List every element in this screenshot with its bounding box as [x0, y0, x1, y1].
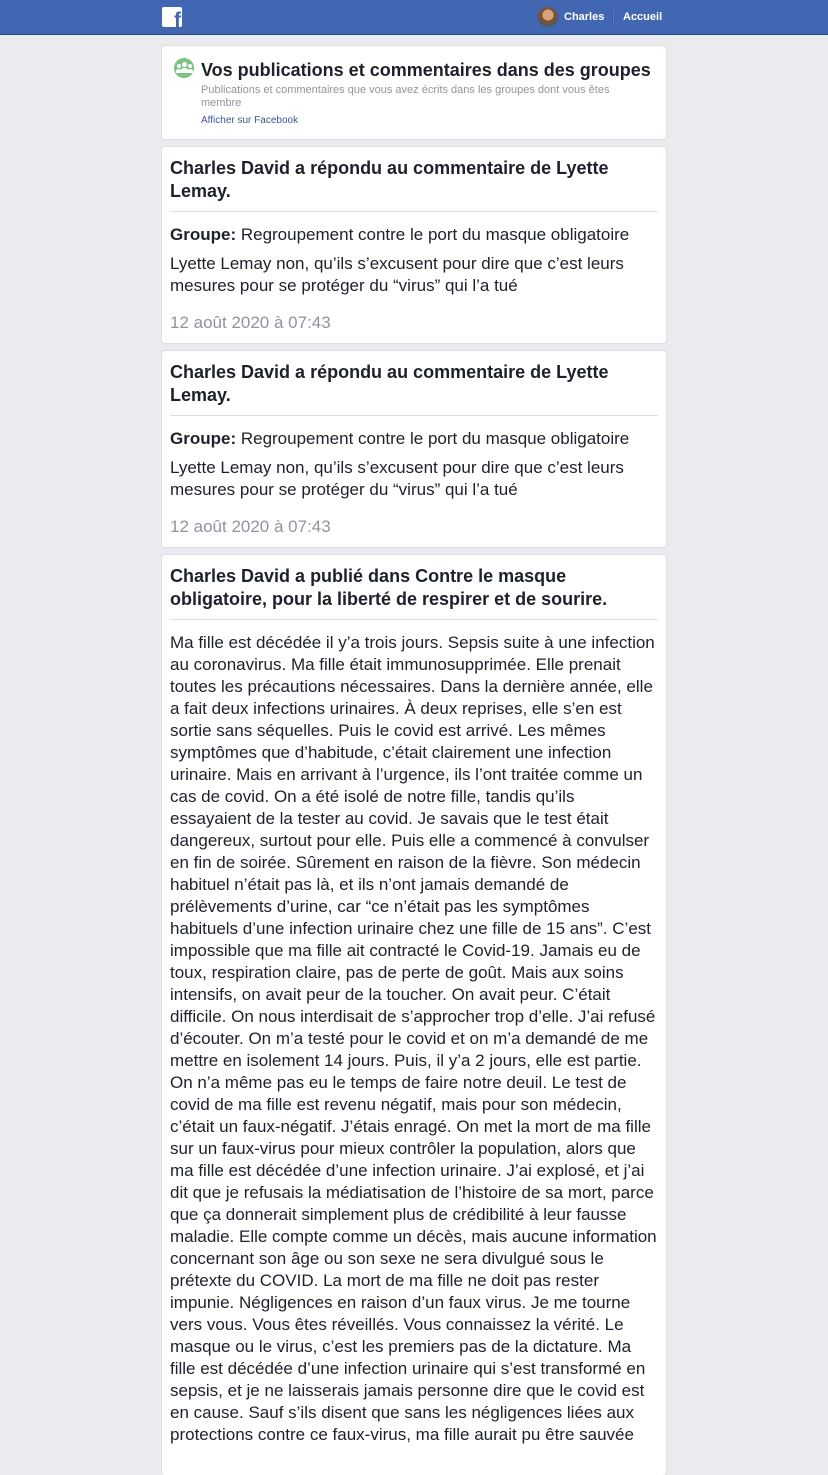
divider [170, 211, 658, 212]
activity-title: Charles David a répondu au commentaire de Lyette Lemay. [170, 158, 609, 201]
group-line [170, 428, 658, 450]
group-name: Regroupement contre le port du masque obligatoire [236, 225, 630, 244]
facebook-logo-letter: f [174, 9, 181, 27]
group-label: Groupe: [170, 225, 237, 244]
timestamp: 12 août 2020 à 07:43 [170, 517, 331, 536]
comment-text: Lyette Lemay non, qu’ils s’excusent pour dire que c’est leurs mesures pour se protéger du “virus” qui l’a tué [170, 458, 624, 499]
view-on-facebook-link[interactable]: Afficher sur Facebook [201, 115, 299, 126]
profile-name: Charles [564, 11, 605, 23]
group-name: Regroupement contre le port du masque obligatoire [236, 429, 630, 448]
activity-item [162, 555, 666, 1475]
facebook-logo-icon[interactable] [162, 7, 182, 27]
activity-header-card [162, 46, 666, 139]
activity-title: Charles David a publié dans Contre le masque obligatoire, pour la liberté de respirer et de sourire. [170, 566, 608, 609]
profile-link[interactable] [538, 6, 604, 28]
activity-item [162, 351, 666, 547]
groups-icon [174, 58, 194, 78]
post-text: Ma fille est décédée il y’a trois jours. Sepsis suite à une infection au coronavirus. Ma fille était immunosupprimée. Elle prenait toutes les précautions nécessaires. Dans la dernière année, elle a fait deux infections urinaires. À deux reprises, elle s’en est sortie sans séquelles. Puis le covid est arrivé. Les mêmes symptômes que d’habitude, c’était clairement une infection urinaire. Mais en arrivant à l’urgence, ils l’ont traitée comme un cas de covid. On a été isolé de notre fille, tandis qu’ils essayaient de la tester au covid. Je savais que le test était dangereux, surtout pour elle. Puis elle a commencé à convulser en fin de soirée. Sûrement en raison de la fièvre. Son médecin habituel n’était pas là, et ils n’ont jamais demandé de prélèvements d’urine, car “ce n’était pas les symptômes habituels d’une infection urinaire chez une fille de 15 ans”. C’est impossible que ma fille ait contracté le Covid-19. Jamais eu de toux, respiration claire, pas de perte de goût. Mais aux soins intensifs, on avait peur de la toucher. On avait peur. C’était difficile. On nous interdisait de s’approcher trop d’elle. J’ai refusé d’écouter. On m’a testé pour le covid et on m’a demandé de me mettre en isolement 14 jours. Puis, il y’a 2 jours, elle est partie. On n’a même pas eu le temps de faire notre deuil. Le test de covid de ma fille est revenu négatif, mais pour son médecin, c’était un faux-négatif. J’étais enragé. On met la mort de ma fille sur un faux-virus pour mieux contrôler la population, alors que ma fille est décédée d’une infection urinaire. J’ai explosé, et j’ai dit que je refusais la médiatisation de l’histoire de sa mort, parce que ça donnerait simplement plus de crédibilité à leur fausse maladie. Elle compte comme un décès, mais aucune information concernant son âge ou son sexe ne sera divulgué sous le prétexte du COVID. La mort de ma fille ne doit pas rester impunie. Négligences en raison d’un faux virus. Je me tourne vers vous. Vous êtes réveillés. Vous connaissez la vérité. Le masque ou le virus, c’est les premiers pas de la dictature. Ma fille est décédée d’une infection urinaire qui s’est transformé en sepsis, et je ne laisserais jamais personne dire que le covid est en cause. Sauf s’ils disent que sans les négligences liées aux protections contre ce faux-virus, ma fille aurait pu être sauvée [170, 633, 657, 1444]
group-line [170, 224, 658, 246]
nav-divider [612, 10, 613, 24]
avatar [538, 7, 558, 27]
group-label: Groupe: [170, 429, 237, 448]
divider [170, 415, 658, 416]
page-subtitle: Publications et commentaires que vous avez écrits dans les groupes dont vous êtes membre [201, 84, 610, 109]
divider [170, 619, 658, 620]
timestamp: 12 août 2020 à 07:43 [170, 313, 331, 332]
comment-text: Lyette Lemay non, qu’ils s’excusent pour dire que c’est leurs mesures pour se protéger du “virus” qui l’a tué [170, 254, 624, 295]
home-link[interactable]: Accueil [623, 11, 663, 23]
activity-item [162, 147, 666, 343]
page-title: Vos publications et commentaires dans des groupes [201, 60, 651, 80]
activity-title: Charles David a répondu au commentaire de Lyette Lemay. [170, 362, 609, 405]
top-navigation-bar [0, 0, 828, 35]
